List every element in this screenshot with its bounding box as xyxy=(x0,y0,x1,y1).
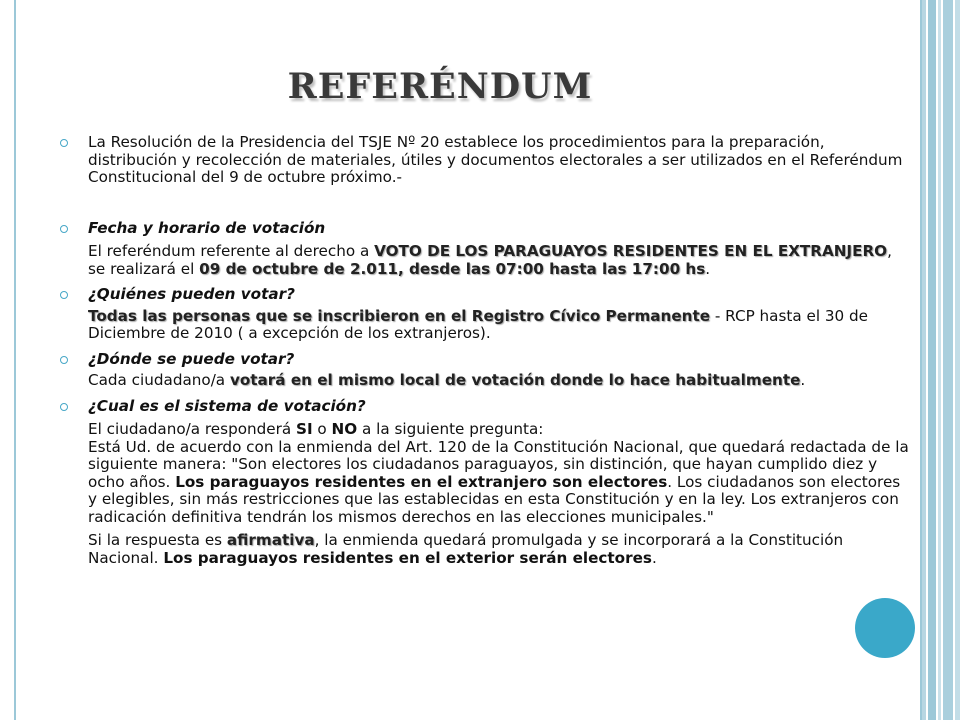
text-run: . xyxy=(800,371,806,389)
where-heading: ¿Dónde se puede votar? xyxy=(88,349,295,368)
bullet-icon xyxy=(60,403,68,411)
text-run: , la enmienda quedará promulgada y se incorporará a la Constitución Nacional. xyxy=(88,531,844,567)
bold-no: NO xyxy=(331,420,358,438)
text-run: Si la respuesta es xyxy=(88,531,227,549)
bold-residents: Los paraguayos residentes en el exterior serán electores xyxy=(163,548,652,567)
bullet-icon xyxy=(60,291,68,299)
bold-si: SI xyxy=(296,420,313,438)
decorative-stripes xyxy=(922,0,960,720)
slide-title: REFERÉNDUM xyxy=(287,66,593,107)
highlight-affirmative: afirmativa xyxy=(226,531,315,549)
text-run: , se realizará el xyxy=(88,242,892,278)
highlight-registry: Todas las personas que se inscribieron en el Registro Cívico Permanente xyxy=(88,306,711,325)
system-result xyxy=(88,532,910,567)
decorative-circle xyxy=(855,598,915,658)
text-run: El ciudadano/a responderá xyxy=(88,420,296,438)
date-paragraph xyxy=(88,243,910,278)
bullet-item-system xyxy=(60,398,910,568)
text-run: . xyxy=(651,548,657,567)
text-run: - RCP hasta el 30 de Diciembre de 2010 ( a excepción de los extranjeros). xyxy=(88,306,869,342)
bullet-icon xyxy=(60,139,68,147)
system-heading: ¿Cual es el sistema de votación? xyxy=(88,396,366,415)
bullet-icon xyxy=(60,356,68,364)
text-run: . xyxy=(705,259,711,278)
bullet-item-who xyxy=(60,286,910,343)
highlight-place: votará en el mismo local de votación donde lo hace habitualmente xyxy=(229,371,801,389)
bold-electors: Los paraguayos residentes en el extranjero son electores xyxy=(175,472,668,491)
highlight-vote: VOTO DE LOS PARAGUAYOS RESIDENTES EN EL EXTRANJERO xyxy=(374,242,888,260)
system-question xyxy=(88,421,910,526)
highlight-date: 09 de octubre de 2.011, desde las 07:00 hasta las 17:00 hs xyxy=(199,259,706,278)
text-run: . Los ciudadanos son electores y elegibles, sin más restricciones que las establecidas en esta Constitución y en la ley. Los extranjeros con radicación definitiva tendrán los mismos derechos en las elecciones municipales." xyxy=(88,472,901,526)
bullet-item-resolution xyxy=(60,134,910,187)
who-heading: ¿Quiénes pueden votar? xyxy=(88,285,295,303)
text-run: Cada ciudadano/a xyxy=(88,371,230,389)
text-run: a la siguiente pregunta: xyxy=(357,420,544,438)
bullet-icon xyxy=(60,225,68,233)
text-run: El referéndum referente al derecho a xyxy=(88,242,375,260)
text-run: o xyxy=(312,420,332,438)
where-paragraph xyxy=(88,372,910,390)
date-heading: Fecha y horario de votación xyxy=(88,218,326,237)
bullet-item-where xyxy=(60,351,910,390)
slide-content xyxy=(60,134,910,567)
bullet-item-date xyxy=(60,220,910,279)
who-paragraph xyxy=(88,308,910,343)
text-run: Está Ud. de acuerdo con la enmienda del Art. 120 de la Constitución Nacional, que quedará redactada de la siguiente manera: "Son electores los ciudadanos paraguayos, sin distinción, que hayan cumplido diez y ocho años. xyxy=(88,437,909,491)
resolution-text: La Resolución de la Presidencia del TSJE Nº 20 establece los procedimientos para la preparación, distribución y recolección de materiales, útiles y documentos electorales a ser utilizados en el Referéndum Constitucional del 9 de octubre próximo.- xyxy=(88,133,903,186)
